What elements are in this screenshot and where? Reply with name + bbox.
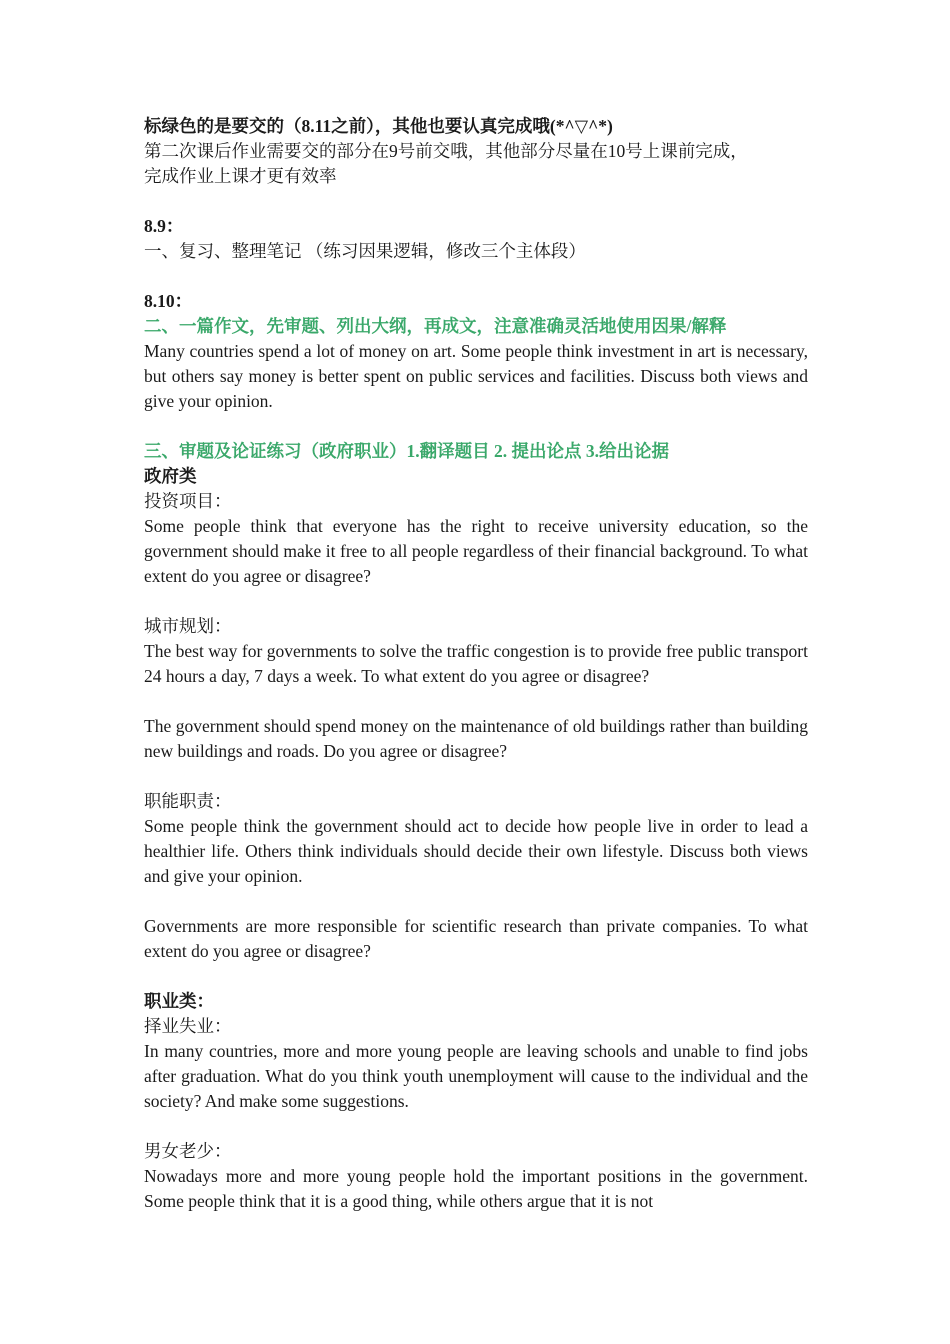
investment-label: 投资项目：	[144, 491, 232, 511]
document-page	[144, 114, 808, 1214]
essay-prompt-art: Many countries spend a lot of money on art. Some people think investment in art is necessary, but others say money is better spent on public services and facilities. Discuss both views and give your opinion.	[144, 341, 808, 411]
gender-age-label: 男女老少：	[144, 1141, 232, 1161]
date-8-9: 8.9：	[144, 216, 184, 236]
task-review-notes: 一、复习、整理笔记 （练习因果逻辑，修改三个主体段）	[144, 241, 586, 261]
task-essay-title: 二、一篇作文，先审题、列出大纲，再成文，注意准确灵活地使用因果/解释	[144, 316, 727, 336]
government-heading: 政府类	[144, 466, 197, 486]
submission-note: 标绿色的是要交的（8.11之前），其他也要认真完成哦(*^▽^*)	[144, 116, 613, 136]
career-heading: 职业类：	[144, 991, 214, 1011]
deadline-note-line-2: 完成作业上课才更有效率	[144, 166, 337, 186]
prompt-young-government: Nowadays more and more young people hold the important positions in the government. Some people think that it is a good thing, while others argue that it is not	[144, 1166, 808, 1211]
prompt-old-buildings: The government should spend money on the maintenance of old buildings rather than building new buildings and roads. Do you agree or disagree?	[144, 716, 808, 761]
prompt-youth-unemployment: In many countries, more and more young people are leaving schools and unable to find jobs after graduation. What do you think youth unemployment will cause to the individual and the society? And make some suggestions.	[144, 1041, 808, 1111]
urban-planning-label: 城市规划：	[144, 616, 232, 636]
prompt-scientific-research: Governments are more responsible for scientific research than private companies. To what extent do you agree or disagree?	[144, 916, 808, 961]
functions-label: 职能职责：	[144, 791, 232, 811]
task-argument-practice-title: 三、审题及论证练习（政府职业）1.翻译题目 2. 提出论点 3.给出论据	[144, 441, 669, 461]
deadline-note-line-1: 第二次课后作业需要交的部分在9号前交哦，其他部分尽量在10号上课前完成，	[144, 141, 748, 161]
prompt-free-university: Some people think that everyone has the right to receive university education, so the government should make it free to all people regardless of their financial background. To what extent do you agree or disagree?	[144, 516, 808, 586]
date-8-10: 8.10：	[144, 291, 193, 311]
prompt-free-transport: The best way for governments to solve the traffic congestion is to provide free public transport 24 hours a day, 7 days a week. To what extent do you agree or disagree?	[144, 641, 808, 686]
unemployment-label: 择业失业：	[144, 1016, 232, 1036]
prompt-healthier-life: Some people think the government should act to decide how people live in order to lead a healthier life. Others think individuals should decide their own lifestyle. Discuss both views and give your opinion.	[144, 816, 808, 886]
